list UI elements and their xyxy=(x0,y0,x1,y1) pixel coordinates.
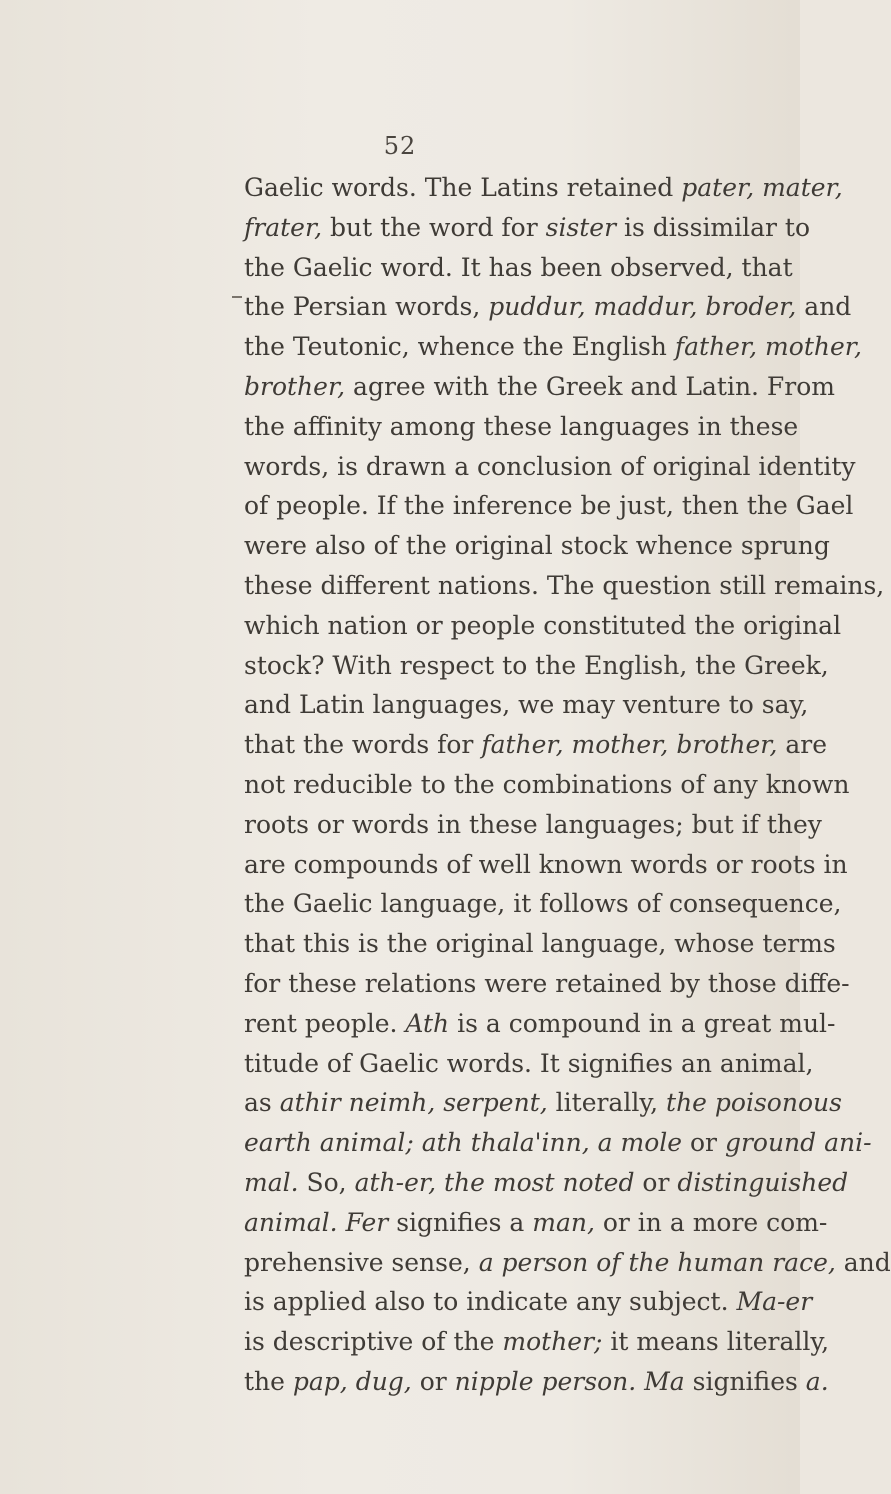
italic-segment: a person of the human race, xyxy=(478,1247,836,1277)
italic-segment: man, xyxy=(532,1207,595,1237)
text-segment: are xyxy=(777,730,828,760)
text-line xyxy=(244,646,829,686)
text-segment: the xyxy=(244,1366,293,1396)
italic-segment: mal. xyxy=(244,1167,299,1197)
italic-segment: Fer xyxy=(345,1207,389,1237)
text-line xyxy=(244,964,850,1004)
text-line xyxy=(244,606,842,646)
italic-segment: athir neimh, serpent, xyxy=(279,1088,548,1118)
italic-segment: pater, mater, xyxy=(681,173,843,202)
text-segment: the affinity among these languages in these xyxy=(244,411,799,441)
text-segment: the Gaelic language, it follows of consequence, xyxy=(244,889,842,919)
text-line xyxy=(244,1362,829,1402)
text-line xyxy=(244,1004,836,1044)
text-line xyxy=(244,526,830,566)
text-segment xyxy=(636,1367,644,1396)
text-segment: signifies xyxy=(684,1366,806,1396)
italic-segment: animal. xyxy=(244,1207,338,1237)
text-line xyxy=(244,1044,814,1084)
italic-segment: the poisonous xyxy=(666,1088,842,1118)
text-segment: not reducible to the combinations of any known xyxy=(244,769,850,799)
text-line xyxy=(244,1243,891,1283)
text-segment: or xyxy=(411,1366,455,1396)
italic-segment: earth animal; ath thala'inn, a mole xyxy=(244,1128,683,1158)
text-line xyxy=(244,486,854,526)
text-line xyxy=(244,1203,828,1243)
text-segment: and xyxy=(796,292,852,322)
text-segment: rent people. xyxy=(244,1008,406,1038)
text-segment: and xyxy=(835,1247,891,1277)
italic-segment: Ma-er xyxy=(736,1287,813,1317)
text-line xyxy=(244,407,799,447)
italic-segment: mother; xyxy=(502,1327,603,1357)
text-segment: So, xyxy=(298,1167,355,1197)
text-segment: that this is the original language, whose terms xyxy=(244,929,836,959)
text-segment xyxy=(338,1208,346,1237)
text-segment: but the word for xyxy=(322,212,546,242)
text-segment: is dissimilar to xyxy=(616,212,811,242)
text-line xyxy=(244,367,835,407)
text-line xyxy=(244,327,862,367)
text-line xyxy=(244,725,828,765)
italic-segment: Ma xyxy=(644,1366,685,1396)
text-segment: is applied also to indicate any subject. xyxy=(244,1287,737,1317)
text-line xyxy=(244,884,842,924)
italic-segment: brother, xyxy=(244,371,346,401)
text-line xyxy=(244,685,809,725)
italic-segment: distinguished xyxy=(677,1167,849,1197)
text-segment: it means literally, xyxy=(602,1327,830,1357)
italic-segment: ground ani- xyxy=(724,1128,872,1158)
italic-segment: Ath xyxy=(405,1008,450,1038)
text-segment: these different nations. The question still remains, xyxy=(244,570,885,600)
text-line xyxy=(244,924,836,964)
margin-mark xyxy=(232,296,242,298)
text-segment: stock? With respect to the English, the Greek, xyxy=(244,650,829,680)
italic-segment: father, mother, xyxy=(674,332,862,362)
text-line xyxy=(244,805,822,845)
italic-segment: pap, dug, xyxy=(292,1366,412,1396)
italic-segment: a. xyxy=(805,1366,829,1396)
text-segment: which nation or people constituted the original xyxy=(244,610,842,640)
text-line xyxy=(244,845,848,885)
page-number: 52 xyxy=(383,132,417,160)
text-line xyxy=(244,168,843,208)
text-segment: is a compound in a great mul- xyxy=(449,1008,836,1038)
text-line xyxy=(244,1282,813,1322)
text-line xyxy=(244,1083,842,1123)
text-segment: are compounds of well known words or roots in xyxy=(244,849,848,879)
text-line xyxy=(244,1123,872,1163)
text-segment: or xyxy=(682,1128,725,1158)
text-segment: signifies a xyxy=(388,1207,533,1237)
text-segment: of people. If the inference be just, then the Gael xyxy=(244,491,854,521)
text-segment: is descriptive of the xyxy=(244,1327,503,1357)
text-line xyxy=(244,287,852,327)
text-line xyxy=(244,208,811,248)
text-segment: agree with the Greek and Latin. From xyxy=(345,371,835,401)
text-segment: or in a more com- xyxy=(594,1207,828,1237)
body-text xyxy=(244,168,891,1402)
text-segment: prehensive sense, xyxy=(244,1247,479,1277)
text-line xyxy=(244,248,793,288)
italic-segment: sister xyxy=(545,212,617,242)
italic-segment: puddur, maddur, broder, xyxy=(488,292,797,322)
text-segment: roots or words in these languages; but if they xyxy=(244,809,822,839)
text-segment: that the words for xyxy=(244,730,482,760)
text-segment: and Latin languages, we may venture to say, xyxy=(244,690,809,720)
text-line xyxy=(244,1163,849,1203)
text-segment: the Teutonic, whence the English xyxy=(244,332,675,362)
text-segment: as xyxy=(244,1088,280,1118)
text-segment: Gaelic words. The Latins retained xyxy=(244,173,682,202)
italic-segment: nipple person. xyxy=(454,1366,637,1396)
text-line xyxy=(244,1322,830,1362)
text-segment: or xyxy=(634,1167,678,1197)
text-line xyxy=(244,765,850,805)
text-line xyxy=(244,447,856,487)
text-segment: the Persian words, xyxy=(244,292,489,322)
italic-segment: father, mother, brother, xyxy=(481,730,778,760)
italic-segment: ath-er, the most noted xyxy=(354,1167,635,1197)
text-segment: titude of Gaelic words. It signifies an animal, xyxy=(244,1048,814,1078)
text-segment: for these relations were retained by those diffe- xyxy=(244,968,850,998)
italic-segment: frater, xyxy=(244,212,323,242)
text-segment: words, is drawn a conclusion of original identity xyxy=(244,451,856,481)
text-segment: the Gaelic word. It has been observed, that xyxy=(244,252,793,282)
text-segment: were also of the original stock whence sprung xyxy=(244,531,830,561)
text-line xyxy=(244,566,885,606)
text-segment: literally, xyxy=(547,1088,667,1118)
